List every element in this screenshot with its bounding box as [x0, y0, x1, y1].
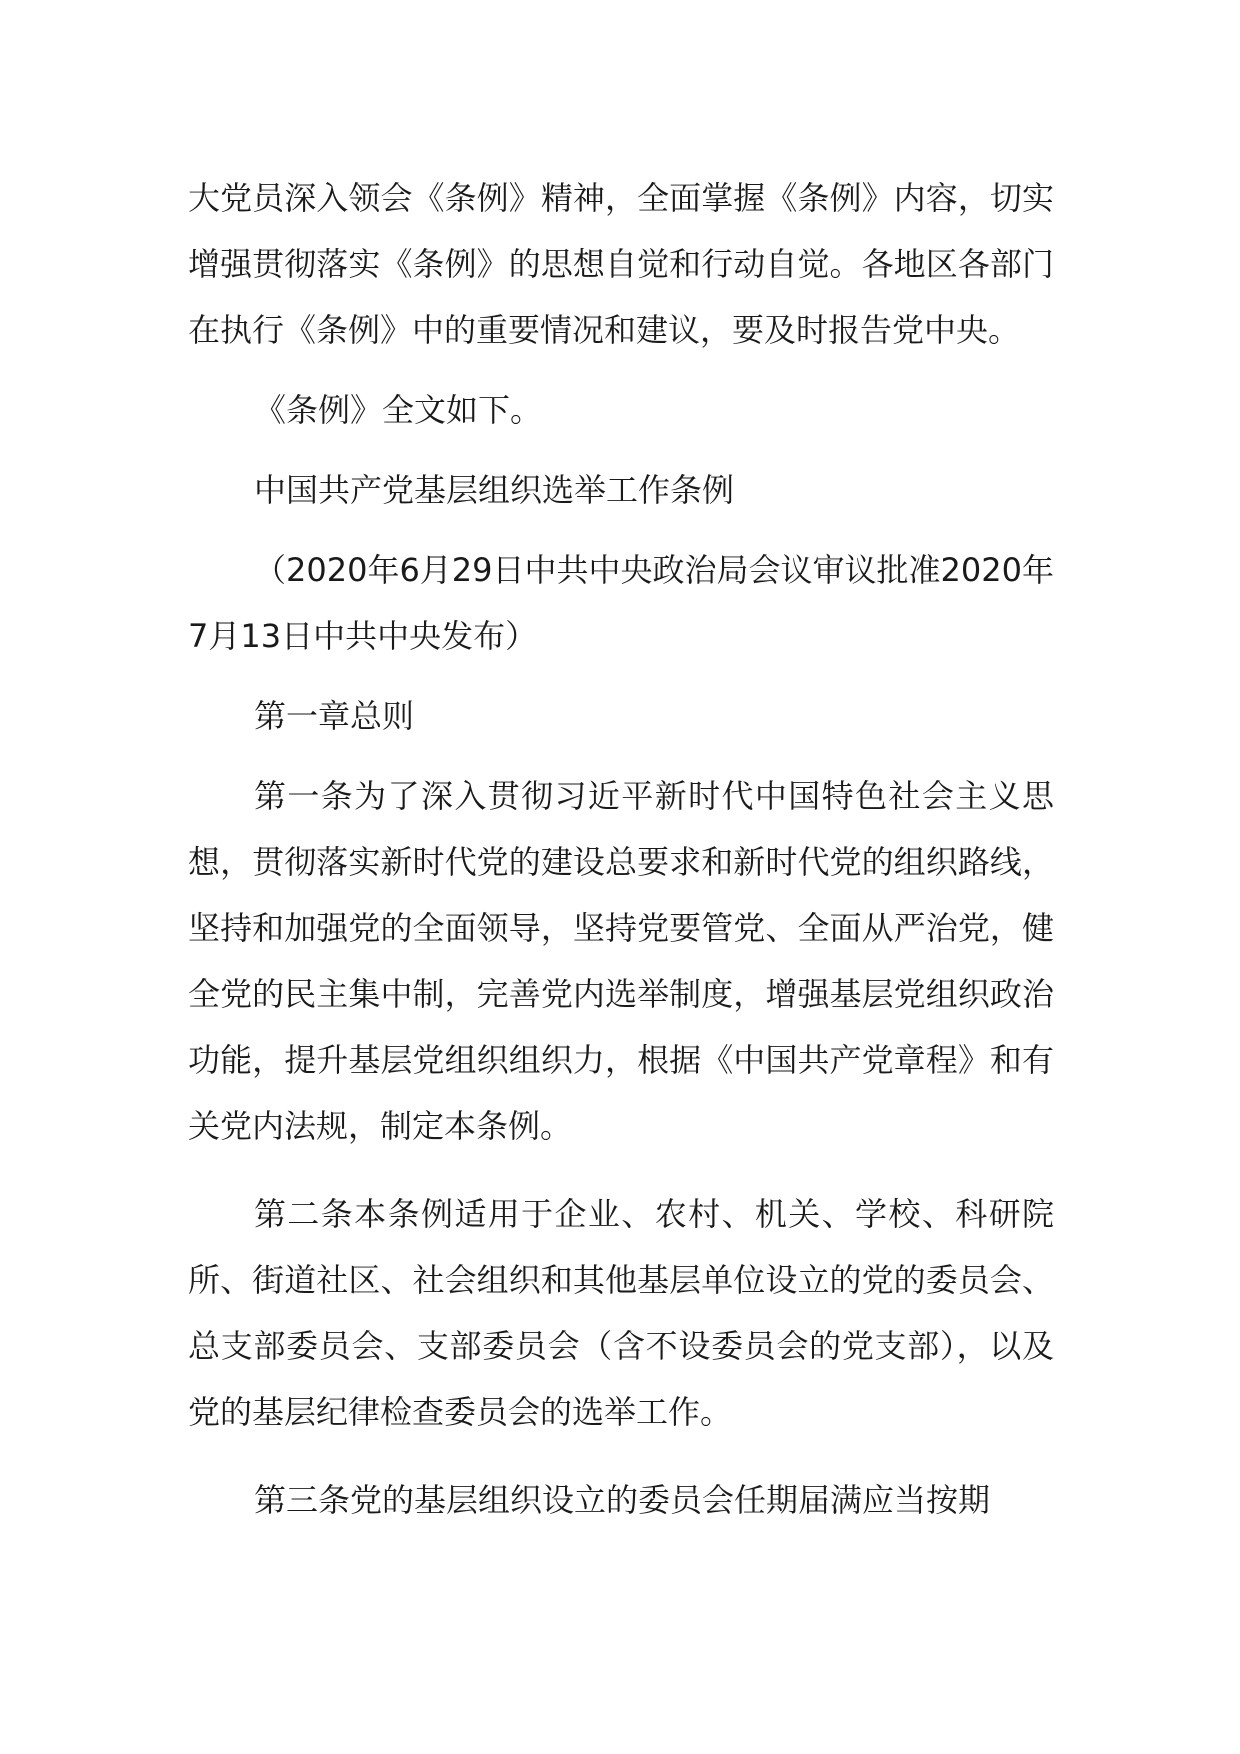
regulation-title: 中国共产党基层组织选举工作条例 [254, 471, 735, 509]
paragraph-article-2: 第二条本条例适用于企业、农村、机关、学校、科研院所、街道社区、社会组织和其他基层单位设立的党的委员会、总支部委员会、支部委员会（含不设委员会的党支部），以及党的基层纪律检查委员会的选举工作。 [188, 1195, 1054, 1431]
document-body [188, 165, 1054, 1533]
paragraph-article-3: 第三条党的基层组织设立的委员会任期届满应当按期 [254, 1481, 991, 1519]
paragraph-intro-continuation: 大党员深入领会《条例》精神，全面掌握《条例》内容，切实增强贯彻落实《条例》的思想自觉和行动自觉。各地区各部门在执行《条例》中的重要情况和建议，要及时报告党中央。 [188, 179, 1054, 349]
chapter-heading: 第一章总则 [254, 697, 415, 735]
paragraph-article-1: 第一条为了深入贯彻习近平新时代中国特色社会主义思想，贯彻落实新时代党的建设总要求和新时代党的组织路线，坚持和加强党的全面领导，坚持党要管党、全面从严治党，健全党的民主集中制，完善党内选举制度，增强基层党组织政治功能，提升基层党组织组织力，根据《中国共产党章程》和有关党内法规，制定本条例。 [188, 777, 1054, 1145]
paragraph-fulltext-note: 《条例》全文如下。 [254, 391, 543, 429]
paragraph-approval-note: （2020年6月29日中共中央政治局会议审议批准2020年7月13日中共中央发布） [188, 551, 1054, 655]
